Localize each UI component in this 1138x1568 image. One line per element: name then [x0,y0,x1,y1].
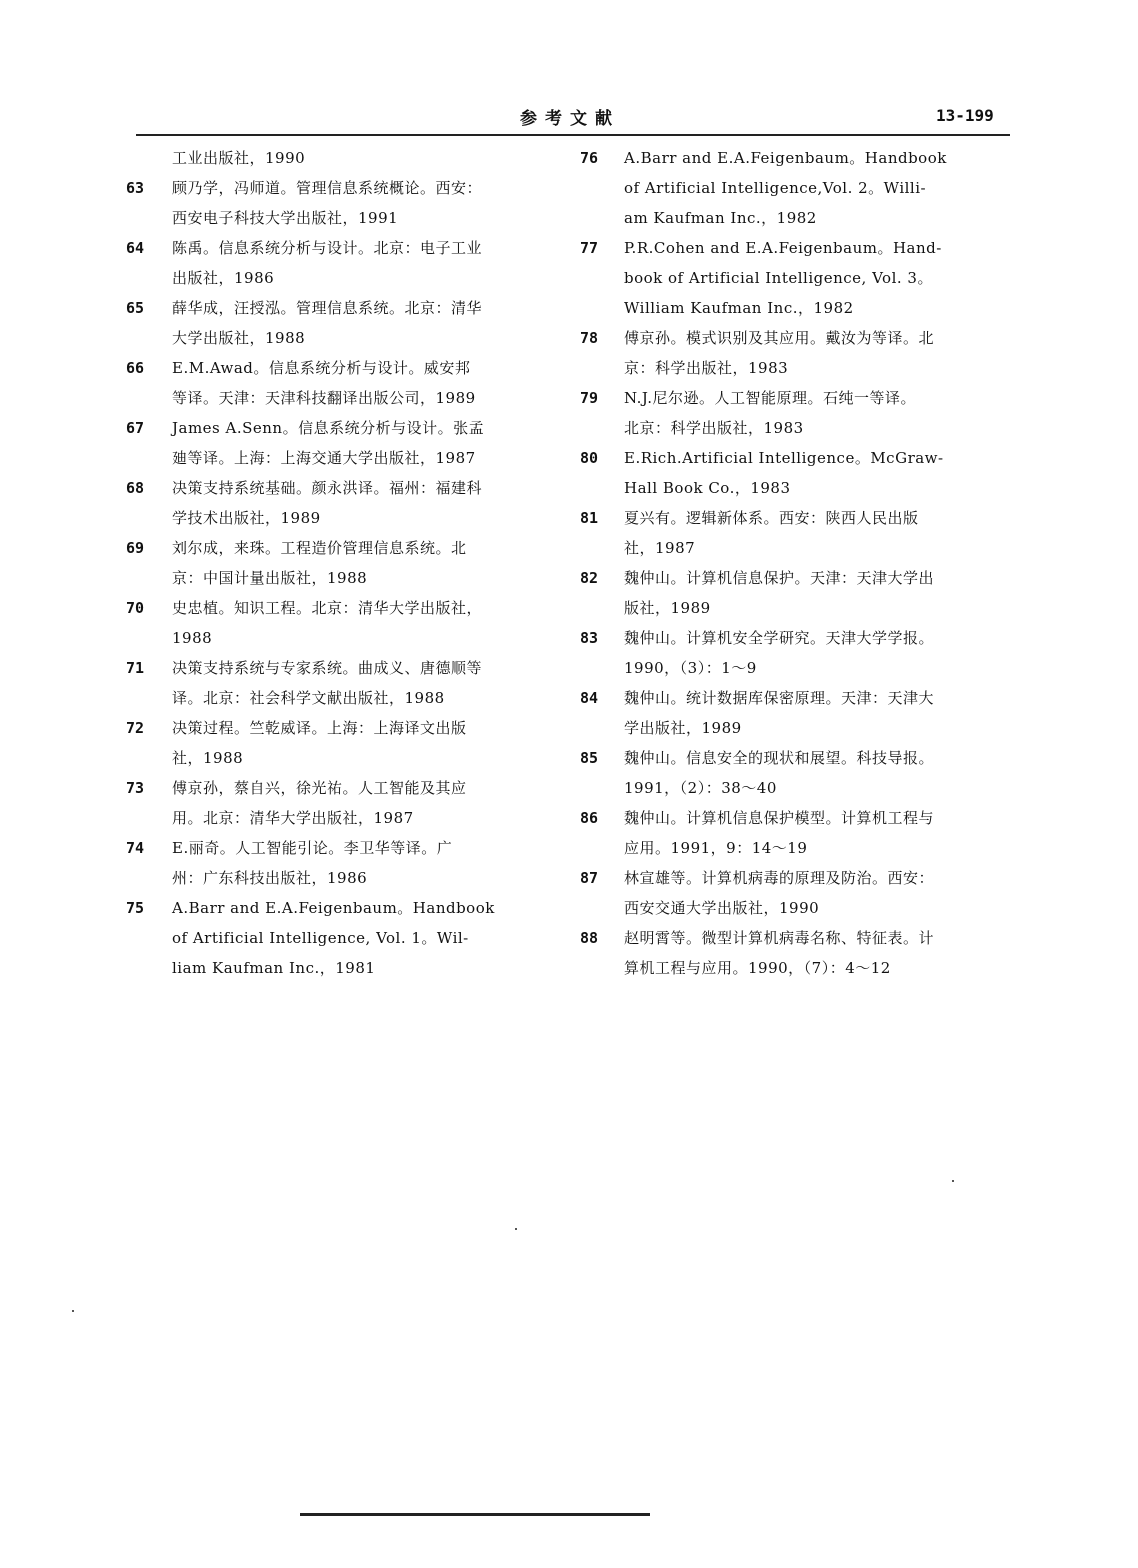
reference-number: 86 [580,809,599,827]
reference-text-line: 1988 [172,629,213,647]
reference-text-line: 陈禹。信息系统分析与设计。北京：电子工业 [172,239,483,257]
reference-text-line: 林宣雄等。计算机病毒的原理及防治。西安： [624,869,935,887]
reference-text-line: Hall Book Co.，1983 [624,479,791,497]
reference-number: 77 [580,239,599,257]
reference-entry [580,623,1020,683]
reference-text-line: 赵明霄等。微型计算机病毒名称、特征表。计 [624,929,935,947]
reference-text-line: 1991，（2）：38～40 [624,779,777,797]
reference-number: 63 [126,179,145,197]
scan-speck [952,1180,954,1182]
reference-list-left [126,143,526,983]
reference-text-line: 出版社，1986 [172,269,275,287]
reference-text-line: 工业出版社，1990 [172,149,306,167]
reference-text-line: of Artificial Intelligence,Vol. 2。Willi- [624,179,927,197]
reference-text-line: 西安交通大学出版社，1990 [624,899,820,917]
reference-text-line: 魏仲山。计算机信息保护模型。计算机工程与 [624,809,935,827]
reference-text-line: 夏兴有。逻辑新体系。西安：陕西人民出版 [624,509,919,527]
reference-number: 67 [126,419,145,437]
reference-text-line: 算机工程与应用。1990，（7）：4～12 [624,959,891,977]
reference-number: 84 [580,689,599,707]
reference-entry [126,653,526,713]
reference-text-line: James A.Senn。信息系统分析与设计。张孟 [172,419,485,437]
reference-entry [580,143,1020,233]
reference-entry [580,803,1020,863]
reference-text-line: 州：广东科技出版社，1986 [172,869,368,887]
reference-text-line: 等译。天津：天津科技翻译出版公司，1989 [172,389,476,407]
reference-text-line: 刘尔成，来珠。工程造价管理信息系统。北 [172,539,467,557]
reference-number: 70 [126,599,145,617]
reference-entry [126,473,526,533]
reference-entry [580,863,1020,923]
reference-text-line: 史忠植。知识工程。北京：清华大学出版社， [172,599,483,617]
reference-number: 69 [126,539,145,557]
reference-entry [126,713,526,773]
reference-number: 85 [580,749,599,767]
reference-text-line: 傅京孙。模式识别及其应用。戴汝为等译。北 [624,329,935,347]
reference-number: 81 [580,509,599,527]
reference-number: 73 [126,779,145,797]
reference-text-line: 决策过程。竺乾威译。上海：上海译文出版 [172,719,467,737]
reference-entry [126,773,526,833]
reference-text-line: 译。北京：社会科学文献出版社，1988 [172,689,445,707]
reference-number: 68 [126,479,145,497]
reference-entry [126,593,526,653]
reference-text-line: 京：中国计量出版社，1988 [172,569,368,587]
reference-entry [580,683,1020,743]
reference-list-right [580,143,1020,983]
reference-text-line: E.M.Awad。信息系统分析与设计。威安邦 [172,359,471,377]
reference-text-line: A.Barr and E.A.Feigenbaum。Handbook [172,899,495,917]
reference-text-line: 社，1987 [624,539,696,557]
reference-text-line: 大学出版社，1988 [172,329,306,347]
reference-number [126,143,172,173]
reference-number: 78 [580,329,599,347]
reference-entry [580,323,1020,383]
reference-entry [580,233,1020,323]
reference-number: 74 [126,839,145,857]
header-rule [136,134,1010,136]
reference-text-line: P.R.Cohen and E.A.Feigenbaum。Hand- [624,239,942,257]
reference-text-line: 京：科学出版社，1983 [624,359,789,377]
reference-text-line: William Kaufman Inc.，1982 [624,299,854,317]
reference-number: 71 [126,659,145,677]
reference-number: 87 [580,869,599,887]
reference-entry [580,743,1020,803]
reference-entry [126,143,526,173]
reference-text-line: N.J.尼尔逊。人工智能原理。石纯一等译。 [624,389,917,407]
reference-number: 76 [580,149,599,167]
reference-number: 65 [126,299,145,317]
reference-entry [580,563,1020,623]
reference-entry [580,443,1020,503]
reference-text-line: 傅京孙，蔡自兴，徐光祐。人工智能及其应 [172,779,467,797]
reference-text-line: 西安电子科技大学出版社，1991 [172,209,399,227]
reference-number: 75 [126,899,145,917]
reference-text-line: 决策支持系统基础。颜永洪译。福州：福建科 [172,479,483,497]
reference-entry [580,383,1020,443]
reference-entry [126,413,526,473]
reference-text-line: 魏仲山。计算机安全学研究。天津大学学报。 [624,629,935,647]
reference-entry [580,503,1020,563]
reference-text-line: 社，1988 [172,749,244,767]
reference-number: 88 [580,929,599,947]
reference-number: 79 [580,389,599,407]
reference-entry [126,353,526,413]
reference-entry [126,173,526,233]
reference-number: 72 [126,719,145,737]
reference-entry [126,293,526,353]
reference-text-line: E.丽奇。人工智能引论。李卫华等译。广 [172,839,453,857]
reference-number: 83 [580,629,599,647]
reference-number: 80 [580,449,599,467]
reference-text-line: 顾乃学，冯师道。管理信息系统概论。西安： [172,179,483,197]
reference-entry [126,533,526,593]
reference-text-line: 决策支持系统与专家系统。曲成义、唐德顺等 [172,659,483,677]
reference-text-line: E.Rich.Artificial Intelligence。McGraw- [624,449,944,467]
reference-number: 66 [126,359,145,377]
scan-speck [515,1228,517,1230]
reference-text-line: 应用。1991，9：14～19 [624,839,808,857]
reference-text-line: 北京：科学出版社，1983 [624,419,804,437]
reference-entry [580,923,1020,983]
reference-entry [126,893,526,983]
reference-text-line: A.Barr and E.A.Feigenbaum。Handbook [624,149,947,167]
reference-text-line: 廸等译。上海：上海交通大学出版社，1987 [172,449,476,467]
running-header-title: 参考文献 [520,109,620,129]
reference-number: 82 [580,569,599,587]
reference-text-line: of Artificial Intelligence, Vol. 1。Wil- [172,929,469,947]
reference-entry [126,833,526,893]
reference-text-line: 魏仲山。统计数据库保密原理。天津：天津大 [624,689,935,707]
scan-speck [72,1310,74,1312]
reference-text-line: am Kaufman Inc.，1982 [624,209,817,227]
reference-text-line: 学技术出版社，1989 [172,509,321,527]
reference-text-line: book of Artificial Intelligence, Vol. 3。 [624,269,933,287]
footer-rule [300,1513,650,1516]
reference-text-line: 薛华成，汪授泓。管理信息系统。北京：清华 [172,299,483,317]
reference-text-line: 学出版社，1989 [624,719,742,737]
reference-entry [126,233,526,293]
reference-text-line: 1990，（3）：1～9 [624,659,757,677]
reference-text-line: 魏仲山。计算机信息保护。天津：天津大学出 [624,569,935,587]
page-number: 13-199 [936,106,994,125]
reference-text-line: 版社，1989 [624,599,711,617]
reference-text-line: 用。北京：清华大学出版社，1987 [172,809,414,827]
reference-number: 64 [126,239,145,257]
reference-text-line: liam Kaufman Inc.，1981 [172,959,376,977]
reference-text-line: 魏仲山。信息安全的现状和展望。科技导报。 [624,749,935,767]
